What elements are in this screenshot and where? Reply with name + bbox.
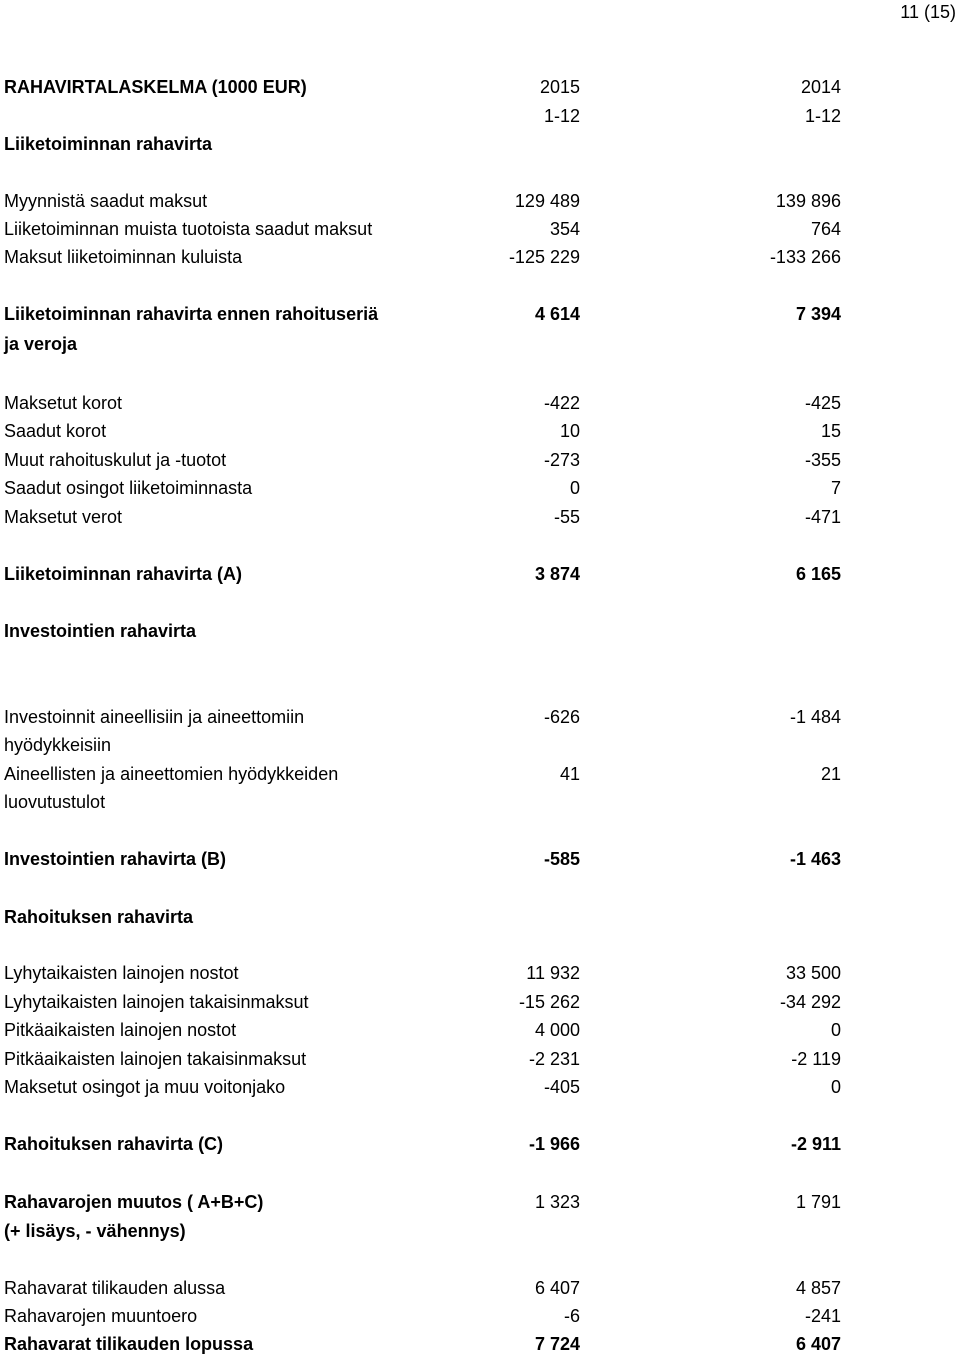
value-2014: 0	[830, 1077, 841, 1097]
table-row	[0, 392, 960, 414]
row-label: hyödykkeisiin	[4, 735, 112, 755]
section-heading-financing	[0, 906, 960, 928]
total-row-b	[0, 848, 960, 870]
row-label: Rahavarojen muutos ( A+B+C)	[4, 1192, 264, 1212]
row-label: Aineellisten ja aineettomien hyödykkeiden	[4, 764, 339, 784]
title-row	[0, 76, 960, 98]
table-row-continued	[0, 734, 960, 756]
table-row	[0, 1076, 960, 1098]
value-2015: 11 932	[526, 963, 580, 983]
table-row	[0, 991, 960, 1013]
row-label: Lyhytaikaisten lainojen takaisinmaksut	[4, 992, 309, 1012]
row-label: ja veroja	[4, 334, 78, 354]
value-2015: 10	[559, 421, 580, 441]
value-2015: 129 489	[514, 191, 580, 211]
value-2014: -2 911	[790, 1134, 841, 1154]
section-heading-investing	[0, 620, 960, 642]
closing-balance-row	[0, 1333, 960, 1355]
total-row-c	[0, 1133, 960, 1155]
row-label: Rahavarat tilikauden alussa	[4, 1278, 226, 1298]
value-2014: -241	[804, 1306, 841, 1326]
row-label: Investointien rahavirta (B)	[4, 849, 227, 869]
value-2015: -1 966	[528, 1134, 580, 1154]
row-label: Pitkäaikaisten lainojen nostot	[4, 1020, 237, 1040]
row-label: Rahavarat tilikauden lopussa	[4, 1334, 254, 1354]
change-row	[0, 1191, 960, 1213]
value-2014: -355	[804, 450, 841, 470]
period-row	[0, 105, 960, 127]
row-label: Saadut korot	[4, 421, 107, 441]
table-row	[0, 218, 960, 240]
value-2014: 7	[830, 478, 841, 498]
row-label: Maksetut korot	[4, 393, 123, 413]
value-2014: 6 165	[795, 564, 841, 584]
row-label: Liiketoiminnan rahavirta ennen rahoituseriä	[4, 304, 379, 324]
statement-title: RAHAVIRTALASKELMA (1000 EUR)	[4, 77, 307, 97]
value-2015: 354	[549, 219, 580, 239]
row-label: luovutustulot	[4, 792, 106, 812]
value-2015: -422	[543, 393, 580, 413]
value-2015: -585	[543, 849, 580, 869]
value-2015: 0	[569, 478, 580, 498]
row-label: Myynnistä saadut maksut	[4, 191, 208, 211]
value-2014: 21	[820, 764, 841, 784]
value-2015: 4 614	[534, 304, 580, 324]
value-2015: 7 724	[534, 1334, 580, 1354]
row-label: Pitkäaikaisten lainojen takaisinmaksut	[4, 1049, 307, 1069]
value-2015: -15 262	[518, 992, 580, 1012]
row-label: Rahoituksen rahavirta (C)	[4, 1134, 224, 1154]
value-2014: -471	[804, 507, 841, 527]
total-row-a	[0, 563, 960, 585]
table-row	[0, 1019, 960, 1041]
value-2015: 41	[559, 764, 580, 784]
table-row	[0, 477, 960, 499]
value-2015: 6 407	[534, 1278, 580, 1298]
value-2014: -1 463	[789, 849, 841, 869]
value-2015: -125 229	[508, 247, 580, 267]
value-2014: 764	[810, 219, 841, 239]
row-label: Liiketoiminnan rahavirta (A)	[4, 564, 243, 584]
row-label: Liiketoiminnan muista tuotoista saadut maksut	[4, 219, 373, 239]
value-2014: -2 119	[791, 1049, 841, 1069]
table-row	[0, 706, 960, 728]
row-label: Maksut liiketoiminnan kuluista	[4, 247, 243, 267]
value-2014: 6 407	[795, 1334, 841, 1354]
value-2015: 4 000	[534, 1020, 580, 1040]
section-heading-operating	[0, 133, 960, 155]
period-2014-header: 1-12	[804, 106, 841, 126]
value-2014: 1 791	[795, 1192, 841, 1212]
table-row	[0, 506, 960, 528]
row-label: Liiketoiminnan rahavirta	[4, 134, 213, 154]
table-row	[0, 1277, 960, 1299]
year-2015-header: 2015	[539, 77, 580, 97]
value-2015: -405	[543, 1077, 580, 1097]
table-row-continued	[0, 791, 960, 813]
value-2014: 33 500	[785, 963, 841, 983]
table-row	[0, 962, 960, 984]
row-label: Lyhytaikaisten lainojen nostot	[4, 963, 239, 983]
period-2015-header: 1-12	[543, 106, 580, 126]
table-row	[0, 449, 960, 471]
subtotal-row	[0, 303, 960, 325]
table-row	[0, 763, 960, 785]
year-2014-header: 2014	[800, 77, 841, 97]
value-2014: 4 857	[795, 1278, 841, 1298]
table-row	[0, 1048, 960, 1070]
value-2014: -425	[804, 393, 841, 413]
value-2014: 0	[830, 1020, 841, 1040]
table-row	[0, 246, 960, 268]
value-2014: 7 394	[795, 304, 841, 324]
row-label: Maksetut osingot ja muu voitonjako	[4, 1077, 286, 1097]
table-row	[0, 190, 960, 212]
page-number: 11 (15)	[900, 2, 956, 22]
change-row-note	[0, 1220, 960, 1242]
row-label: Rahoituksen rahavirta	[4, 907, 194, 927]
value-2014: 15	[820, 421, 841, 441]
row-label: (+ lisäys, - vähennys)	[4, 1221, 186, 1241]
row-label: Investointien rahavirta	[4, 621, 197, 641]
row-label: Rahavarojen muuntoero	[4, 1306, 198, 1326]
value-2015: 1 323	[534, 1192, 580, 1212]
value-2014: -34 292	[779, 992, 841, 1012]
row-label: Investoinnit aineellisiin ja aineettomiin	[4, 707, 305, 727]
value-2015: 3 874	[534, 564, 580, 584]
row-label: Muut rahoituskulut ja -tuotot	[4, 450, 227, 470]
value-2014: -1 484	[789, 707, 841, 727]
value-2015: -626	[543, 707, 580, 727]
subtotal-row-continued	[0, 333, 960, 355]
value-2014: 139 896	[775, 191, 841, 211]
value-2015: -273	[543, 450, 580, 470]
table-row	[0, 420, 960, 442]
row-label: Maksetut verot	[4, 507, 123, 527]
row-label: Saadut osingot liiketoiminnasta	[4, 478, 253, 498]
value-2014: -133 266	[769, 247, 841, 267]
value-2015: -2 231	[528, 1049, 580, 1069]
value-2015: -6	[563, 1306, 580, 1326]
value-2015: -55	[553, 507, 580, 527]
table-row	[0, 1305, 960, 1327]
